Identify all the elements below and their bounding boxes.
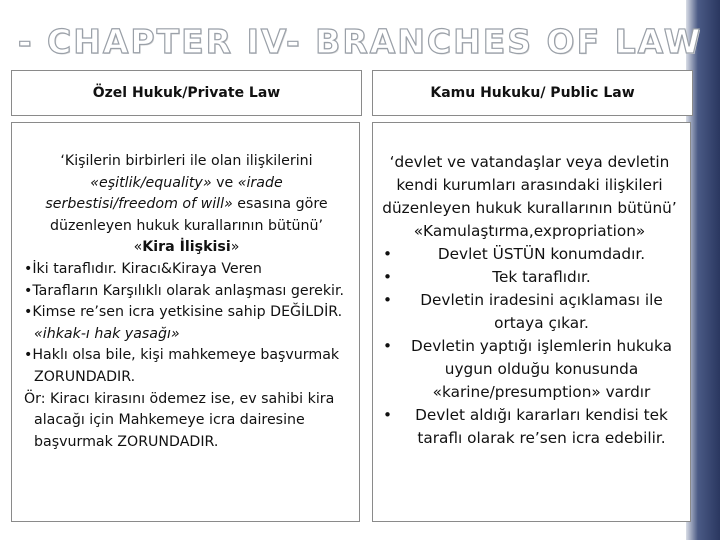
public-law-item-text: Devlet ÜSTÜN konumdadır.: [437, 245, 646, 263]
private-law-header: Özel Hukuk/Private Law: [11, 70, 362, 116]
private-law-item-text: •Kimse re’sen icra yetkisine sahip DEĞİLDİR.: [24, 304, 343, 321]
public-law-list: [381, 243, 678, 450]
bullet-icon: •: [383, 268, 393, 286]
self-help-prohibition: «ihkak-ı hak yasağı»: [34, 325, 180, 342]
quote-mark: »: [230, 239, 240, 256]
bullet-icon: •: [383, 406, 393, 424]
private-law-content: [11, 122, 360, 522]
private-law-item: [24, 302, 349, 345]
definition-text: ve: [211, 174, 238, 191]
bullet-icon: •: [383, 337, 393, 355]
expropriation-label: «Kamulaştırma,expropriation»: [413, 222, 646, 240]
public-law-content: [372, 122, 691, 522]
quote-mark: «: [133, 239, 143, 256]
definition-text: esasına göre düzenleyen hukuk kurallarının bütünü’: [49, 196, 328, 234]
definition-equality: «eşitlik/equality»: [90, 174, 212, 191]
private-law-item: •Tarafların Karşılıklı olarak anlaşması gerekir.: [24, 282, 345, 299]
public-law-item-text: Tek taraflıdır.: [492, 268, 591, 286]
public-law-item-text: Devlet aldığı kararları kendisi tek taraflı olarak re’sen icra edebilir.: [415, 406, 668, 447]
private-law-example: Ör: Kiracı kirasını ödemez ise, ev sahibi kira alacağı için Mahkemeye icra dairesine başvurmak ZORUNDADIR.: [24, 390, 335, 450]
private-law-item: •Haklı olsa bile, kişi mahkemeye başvurmak ZORUNDADIR.: [24, 347, 340, 385]
slide-title: - CHAPTER IV- BRANCHES OF LAW: [17, 22, 703, 61]
lease-relationship-label: Kira İlişkisi: [142, 239, 231, 256]
public-law-item: [381, 243, 678, 266]
bullet-icon: •: [383, 291, 393, 309]
bullet-icon: •: [383, 245, 393, 263]
lease-relationship-subtitle: [24, 237, 349, 259]
public-law-item-text: Devletin iradesini açıklaması ile ortaya çıkar.: [420, 291, 663, 332]
public-law-item: [381, 335, 678, 404]
public-law-definition: ‘devlet ve vatandaşlar veya devletin kendi kurumları arasındaki ilişkileri düzenleyen hukuk kurallarının bütünü’: [382, 153, 677, 217]
private-law-definition: [24, 151, 349, 237]
public-law-item: [381, 289, 678, 335]
public-law-item: [381, 266, 678, 289]
definition-freedom-of-will: «irade serbestisi/freedom of will»: [45, 174, 283, 213]
public-law-header: Kamu Hukuku/ Public Law: [372, 70, 693, 116]
public-law-item: [381, 404, 678, 450]
private-law-item: •İki taraflıdır. Kiracı&Kiraya Veren: [24, 260, 262, 277]
definition-text: ‘Kişilerin birbirleri ile olan ilişkilerini: [60, 153, 313, 169]
public-law-item-text: Devletin yaptığı işlemlerin hukuka uygun olduğu konusunda «karine/presumption» vardır: [411, 337, 672, 401]
